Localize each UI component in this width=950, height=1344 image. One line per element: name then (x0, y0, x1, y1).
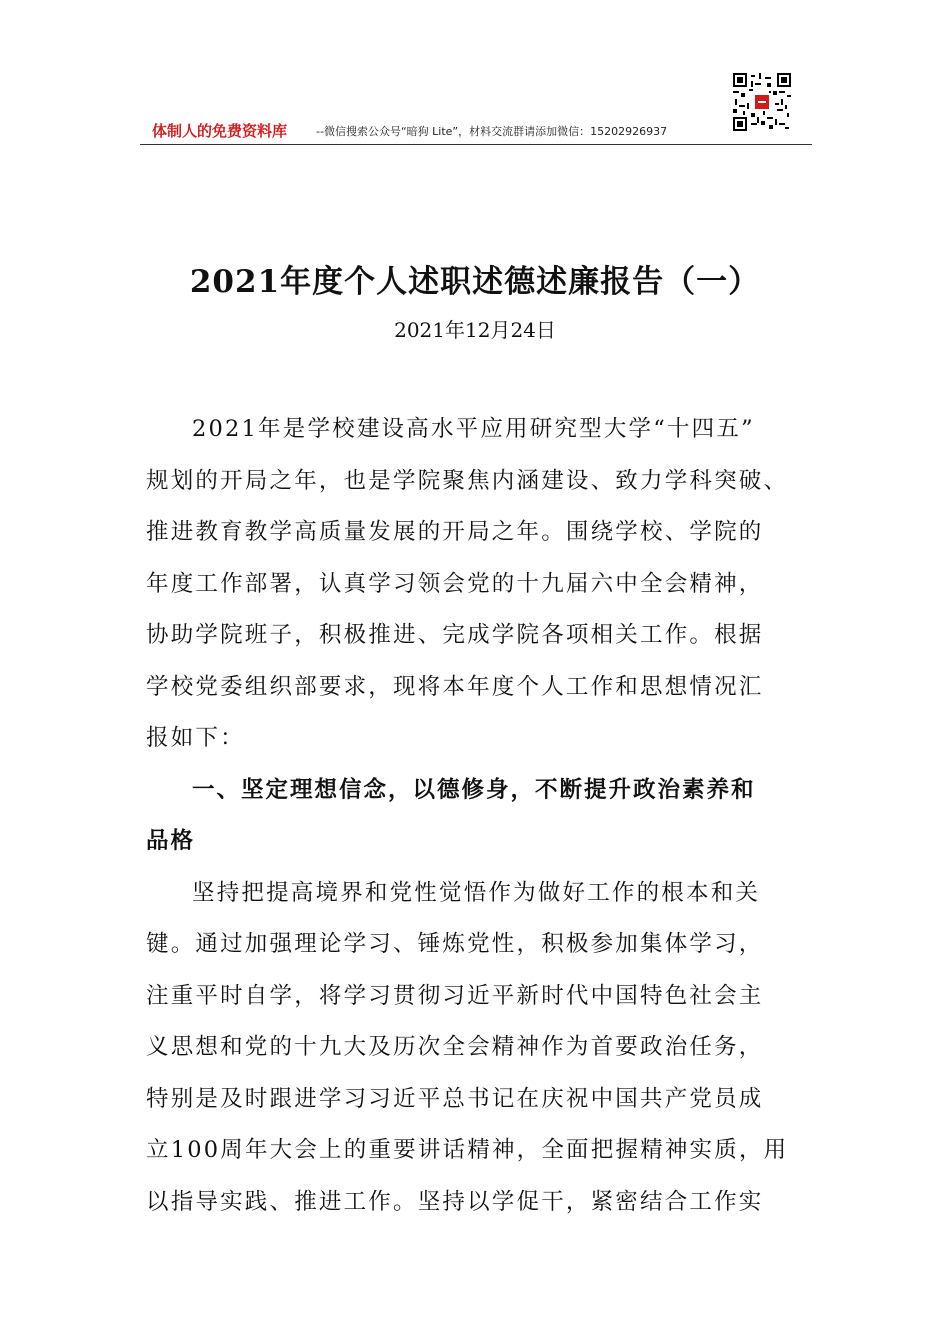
section-heading: 品格 (146, 828, 196, 854)
paragraph-line: 学校党委组织部要求，现将本年度个人工作和思想情况汇 (146, 673, 764, 700)
paragraph-line: 特别是及时跟进学习习近平总书记在庆祝中国共产党员成 (146, 1085, 764, 1112)
paragraph-line: 坚持把提高境界和党性觉悟作为做好工作的根本和关 (192, 879, 761, 906)
report-date: 2021年12月24日 (394, 318, 556, 342)
paragraph-line: 协助学院班子，积极推进、完成学院各项相关工作。根据 (146, 622, 764, 648)
page-title: 2021年度个人述职述德述廉报告（一） (189, 264, 761, 300)
page-header (140, 118, 812, 145)
qr-code-icon (733, 73, 791, 131)
paragraph-line: 规划的开局之年，也是学院聚焦内涵建设、致力学科突破、 (146, 467, 789, 494)
paragraph-line: 推进教育教学高质量发展的开局之年。围绕学校、学院的 (146, 519, 764, 545)
paragraph-line: 2021年是学校建设高水平应用研究型大学“十四五” (192, 416, 755, 442)
section-heading: 一、坚定理想信念，以德修身，不断提升政治素养和 (192, 776, 756, 803)
paragraph-line: 报如下： (146, 725, 245, 751)
paragraph-line: 键。通过加强理论学习、锤炼党性，积极参加集体学习， (146, 931, 764, 957)
paragraph-line: 年度工作部署，认真学习领会党的十九届六中全会精神， (146, 570, 764, 597)
document-body (146, 404, 806, 1228)
paragraph-line: 以指导实践、推进工作。坚持以学促干，紧密结合工作实 (146, 1188, 764, 1215)
paragraph-line: 义思想和党的十九大及历次全会精神作为首要政治任务， (146, 1034, 764, 1060)
header-brand: 体制人的免费资料库 (152, 122, 288, 140)
header-text: --微信搜索公众号“暗狗 Lite”，材料交流群请添加微信：15202926937 (316, 125, 668, 138)
paragraph-line: 立100周年大会上的重要讲话精神，全面把握精神实质，用 (146, 1137, 789, 1163)
paragraph-line: 注重平时自学，将学习贯彻习近平新时代中国特色社会主 (146, 982, 764, 1009)
